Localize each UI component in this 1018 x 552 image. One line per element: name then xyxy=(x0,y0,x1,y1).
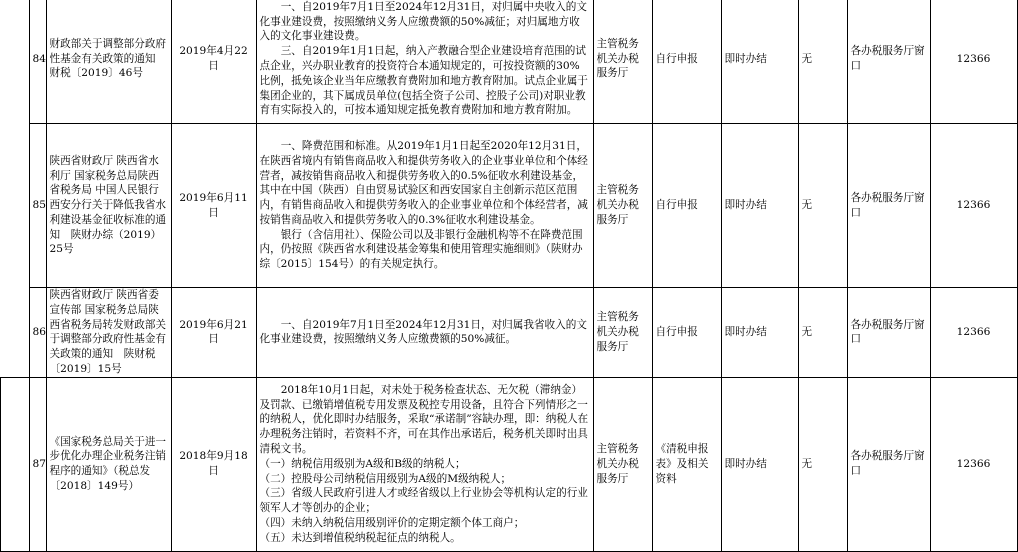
margin-cell xyxy=(1,0,30,124)
content-paragraph: 一、自2019年7月1日至2024年12月31日，对归属中央收入的文化事业建设费，按照缴纳义务人应缴费额的50%减征；对归属地方收入的文化事业建设费。 xyxy=(259,0,587,43)
content-paragraph: 三、自2019年1月1日起，纳入产教融合型企业建设培育范围的试点企业，兴办职业教育的投资符合本通知规定的，可按投资额的30%比例，抵免该企业当年应缴教育费附加和地方教育附加。试点企业属于集团企业的，其下属成员单位(包括全资子公司、控股子公司)对职业教育有实际投入的，可按本通知规定抵免教育费附加和地方教育附加。 xyxy=(259,45,588,117)
handling-method: 《清税申报表》及相关资料 xyxy=(652,377,721,551)
handling-method: 自行申报 xyxy=(652,124,721,288)
row-number: 87 xyxy=(29,377,46,551)
hotline: 12366 xyxy=(930,288,1017,378)
content-paragraph: （五）未达到增值税纳税起征点的纳税人。 xyxy=(259,531,461,544)
content-paragraph: （二）控股母公司纳税信用级别为A级的M级纳税人； xyxy=(259,472,512,485)
policy-content xyxy=(256,288,593,378)
content-paragraph: （一）纳税信用级别为A级和B级的纳税人； xyxy=(259,457,466,470)
content-paragraph: 一、降费范围和标准。从2019年1月1日起至2020年12月31日，在陕西省境内有销售商品收入和提供劳务收入的企业事业单位和个体经营者，减按销售商品收入和提供劳务收入的0.5%征收水利建设基金，其中在中国（陕西）自由贸易试验区和西安国家自主创新示范区范围内，有销售商品收入和提供劳务收入的企业事业单位和个体经营者，减按销售商品收入和提供劳务收入的0.3%征收水利建设基金。 xyxy=(259,139,588,226)
handling-dept: 主管税务机关办税服务厅 xyxy=(593,377,652,551)
handling-dept: 主管税务机关办税服务厅 xyxy=(593,124,652,288)
policy-date: 2019年6月11日 xyxy=(171,124,256,288)
margin-cell xyxy=(1,288,30,378)
fee: 无 xyxy=(798,377,847,551)
content-paragraph: 银行（含信用社）、保险公司以及非银行金融机构等不在降费范围内，仍按照《陕西省水利建设基金筹集和使用管理实施细则》（陕财办综〔2015〕154号）的有关规定执行。 xyxy=(259,228,583,271)
policy-date: 2019年4月22日 xyxy=(171,0,256,124)
handling-time: 即时办结 xyxy=(721,124,798,288)
handling-dept: 主管税务机关办税服务厅 xyxy=(593,0,652,124)
handling-place: 各办税服务厅窗口 xyxy=(847,288,930,378)
handling-time: 即时办结 xyxy=(721,377,798,551)
row-number: 86 xyxy=(29,288,46,378)
handling-method: 自行申报 xyxy=(652,288,721,378)
handling-place: 各办税服务厅窗口 xyxy=(847,124,930,288)
policy-content xyxy=(256,124,593,288)
policy-content xyxy=(256,0,593,124)
content-paragraph: （四）未纳入纳税信用级别评价的定期定额个体工商户； xyxy=(259,517,525,530)
handling-place: 各办税服务厅窗口 xyxy=(847,377,930,551)
fee: 无 xyxy=(798,0,847,124)
hotline: 12366 xyxy=(930,124,1017,288)
fee: 无 xyxy=(798,124,847,288)
margin-cell xyxy=(1,124,30,288)
row-number: 84 xyxy=(29,0,46,124)
handling-dept: 主管税务机关办税服务厅 xyxy=(593,288,652,378)
policy-title: 《国家税务总局关于进一步优化办理企业税务注销程序的通知》（税总发〔2018〕149号） xyxy=(46,377,171,551)
policy-title: 财政部关于调整部分政府性基金有关政策的通知 财税〔2019〕46号 xyxy=(46,0,171,124)
handling-time: 即时办结 xyxy=(721,288,798,378)
handling-time: 即时办结 xyxy=(721,0,798,124)
margin-cell xyxy=(1,377,30,551)
handling-place: 各办税服务厅窗口 xyxy=(847,0,930,124)
content-paragraph: 一、自2019年7月1日至2024年12月31日，对归属我省收入的文化事业建设费，按照缴纳义务人应缴费额的50%减征。 xyxy=(259,318,587,346)
handling-method: 自行申报 xyxy=(652,0,721,124)
row-number: 85 xyxy=(29,124,46,288)
policy-date: 2018年9月18日 xyxy=(171,377,256,551)
content-paragraph: （三）省级人民政府引进人才或经省级以上行业协会等机构认定的行业领军人才等创办的企业； xyxy=(259,487,588,515)
hotline: 12366 xyxy=(930,0,1017,124)
policy-content xyxy=(256,377,593,551)
policy-date: 2019年6月21日 xyxy=(171,288,256,378)
table-row xyxy=(1,124,1018,288)
table-row xyxy=(1,377,1018,551)
policy-title: 陕西省财政厅 陕西省委宣传部 国家税务总局陕西省税务局转发财政部关于调整部分政府性基金有关政策的通知 陕财税〔2019〕15号 xyxy=(46,288,171,378)
policy-title: 陕西省财政厅 陕西省水利厅 国家税务总局陕西省税务局 中国人民银行西安分行关于降低我省水利建设基金征收标准的通知 陕财办综（2019）25号 xyxy=(46,124,171,288)
fee: 无 xyxy=(798,288,847,378)
table-row xyxy=(1,0,1018,124)
table-row xyxy=(1,288,1018,378)
content-paragraph: 2018年10月1日起，对未处于税务检查状态、无欠税（滞纳金）及罚款、已缴销增值税专用发票及税控专用设备，且符合下列情形之一的纳税人，优化即时办结服务，采取“承诺制”容缺办理，即：纳税人在办理税务注销时，若资料不齐，可在其作出承诺后，税务机关即时出具清税文书。 xyxy=(259,383,589,456)
hotline: 12366 xyxy=(930,377,1017,551)
